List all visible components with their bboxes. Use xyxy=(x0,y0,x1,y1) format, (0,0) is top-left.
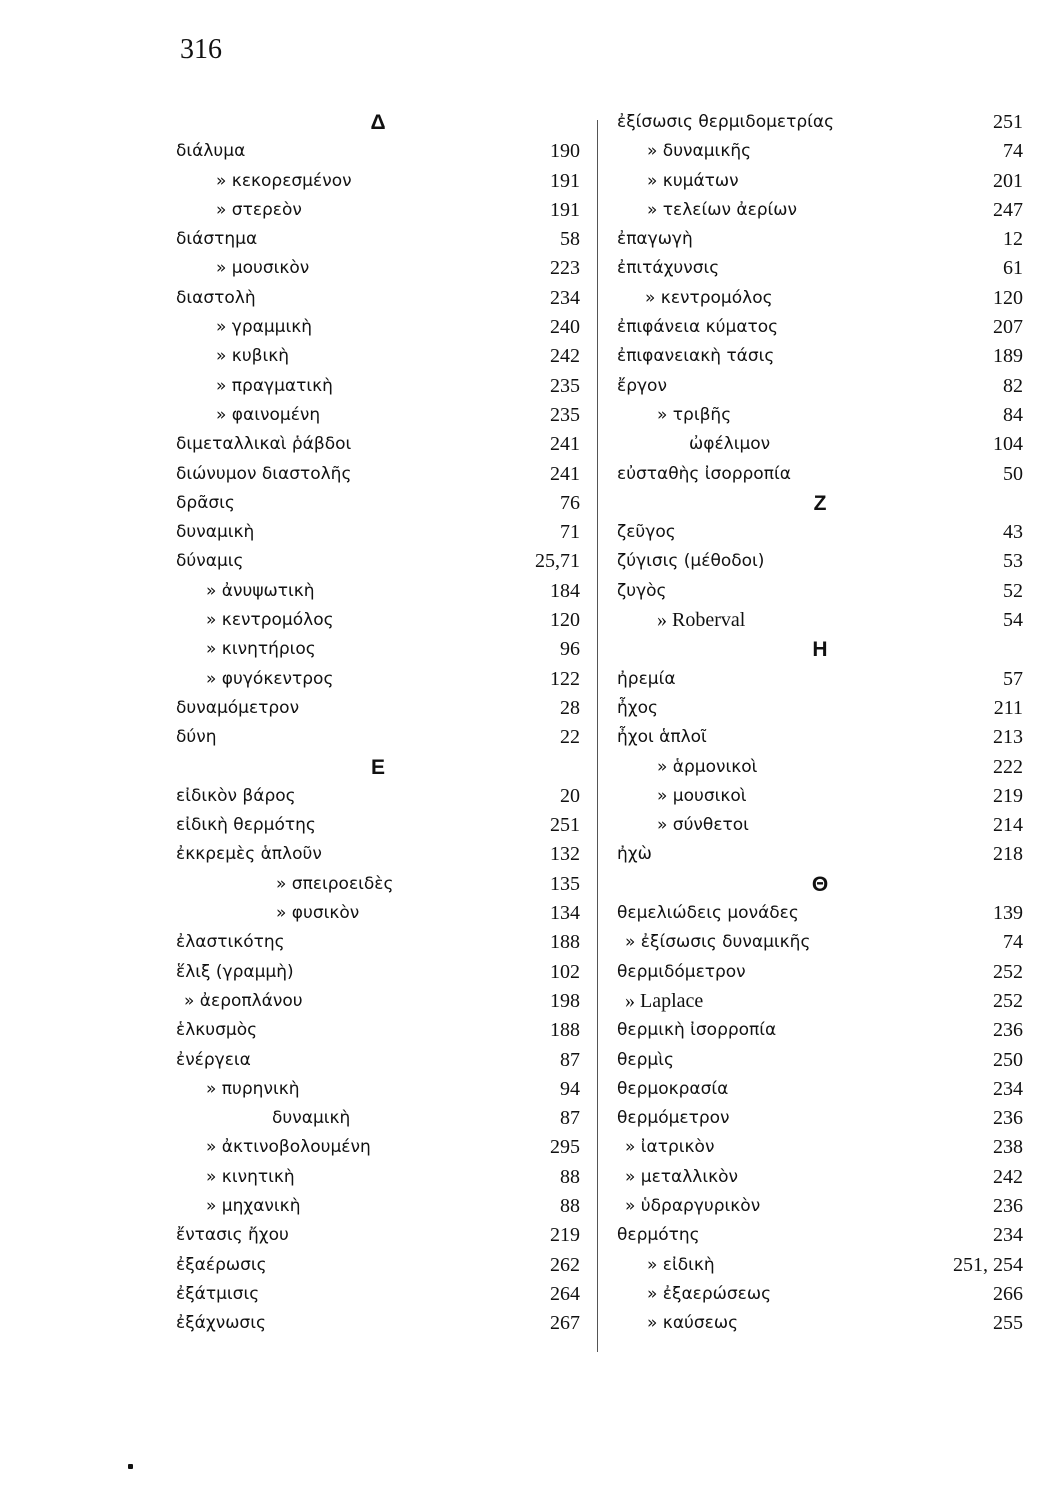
index-entry xyxy=(176,460,580,489)
index-entry xyxy=(176,1309,580,1338)
index-entry xyxy=(176,987,580,1016)
entry-term: ἐπιφανειακὴ τάσις xyxy=(617,346,775,367)
entry-page-ref: 76 xyxy=(560,491,580,514)
index-entry xyxy=(176,1280,580,1309)
index-entry xyxy=(617,1104,1023,1133)
entry-page-ref: 201 xyxy=(993,169,1023,192)
section-letter: Θ xyxy=(811,872,829,896)
entry-term: » Roberval xyxy=(657,609,746,632)
index-entry xyxy=(176,1163,580,1192)
entry-page-ref: 61 xyxy=(1003,257,1023,280)
entry-page-ref: 219 xyxy=(993,784,1023,807)
entry-term: ἐξάχνωσις xyxy=(176,1313,266,1334)
entry-page-ref: 135 xyxy=(550,872,580,895)
entry-page-ref: 28 xyxy=(560,696,580,719)
entry-page-ref: 57 xyxy=(1003,667,1023,690)
entry-term: ὠφέλιμον xyxy=(689,434,771,455)
entry-term: » πυρηνικὴ xyxy=(206,1078,300,1099)
index-entry xyxy=(617,1280,1023,1309)
entry-page-ref: 188 xyxy=(550,1019,580,1042)
entry-page-ref: 190 xyxy=(550,140,580,163)
entry-term: ἐξάτμισις xyxy=(176,1283,260,1304)
entry-term: θερμοκρασία xyxy=(617,1078,729,1099)
entry-page-ref: 251 xyxy=(550,814,580,837)
index-entry xyxy=(176,1046,580,1075)
entry-term: ἑλκυσμὸς xyxy=(176,1020,258,1041)
entry-term: θερμὶς xyxy=(617,1049,674,1070)
entry-page-ref: 240 xyxy=(550,316,580,339)
entry-term: » ἀεροπλάνου xyxy=(184,990,303,1011)
entry-page-ref: 74 xyxy=(1003,140,1023,163)
entry-term: » τελείων ἀερίων xyxy=(647,199,798,220)
entry-term: διμεταλλικαὶ ῥάβδοι xyxy=(176,434,352,455)
index-entry xyxy=(176,870,580,899)
entry-page-ref: 295 xyxy=(550,1136,580,1159)
entry-page-ref: 252 xyxy=(993,960,1023,983)
index-entry xyxy=(617,899,1023,928)
entry-term: » φυγόκεντρος xyxy=(206,668,334,689)
index-entry xyxy=(176,547,580,576)
entry-term: » ἀνυψωτικὴ xyxy=(206,580,315,601)
index-entry xyxy=(176,196,580,225)
print-speck xyxy=(128,1464,133,1469)
entry-term: ἐξίσωσις θερμιδομετρίας xyxy=(617,112,835,132)
entry-term: » κυβικὴ xyxy=(216,346,290,367)
entry-page-ref: 198 xyxy=(550,989,580,1012)
entry-term: ἕλιξ (γραμμὴ) xyxy=(176,961,294,982)
index-entry xyxy=(176,1104,580,1133)
entry-term: ἔργον xyxy=(617,375,667,396)
index-entry xyxy=(617,547,1023,576)
index-entry xyxy=(176,723,580,752)
entry-term: » μουσικὸν xyxy=(216,258,310,279)
index-entry xyxy=(176,284,580,313)
index-entry xyxy=(176,137,580,166)
entry-term: ζυγὸς xyxy=(617,580,667,601)
index-entry xyxy=(176,840,580,869)
entry-term: δυναμόμετρον xyxy=(176,697,300,718)
entry-page-ref: 25,71 xyxy=(535,550,580,573)
entry-term: » μηχανικὴ xyxy=(206,1195,301,1216)
index-entry xyxy=(176,577,580,606)
index-entry xyxy=(176,489,580,518)
index-entry xyxy=(617,1163,1023,1192)
index-entry xyxy=(617,1251,1023,1280)
index-entry xyxy=(617,313,1023,342)
entry-term: ἐξαέρωσις xyxy=(176,1254,267,1275)
index-entry xyxy=(617,606,1023,635)
index-entry xyxy=(617,840,1023,869)
entry-term: θερμικὴ ἰσορροπία xyxy=(617,1020,777,1041)
index-entry xyxy=(617,577,1023,606)
section-letter: Δ xyxy=(370,111,386,134)
entry-page-ref: 241 xyxy=(550,462,580,485)
entry-page-ref: 189 xyxy=(993,345,1023,368)
entry-term: » φαινομένη xyxy=(216,404,321,425)
index-entry xyxy=(617,137,1023,166)
index-entry xyxy=(176,1221,580,1250)
entry-term: διάλυμα xyxy=(176,141,246,162)
entry-term: ἐκκρεμὲς ἁπλοῦν xyxy=(176,844,322,865)
entry-page-ref: 120 xyxy=(993,286,1023,309)
entry-page-ref: 82 xyxy=(1003,374,1023,397)
entry-term: ἦχοι ἁπλοῖ xyxy=(617,727,707,748)
entry-page-ref: 52 xyxy=(1003,579,1023,602)
entry-term: » ὑδραργυρικὸν xyxy=(625,1195,761,1216)
index-entry xyxy=(176,401,580,430)
entry-term: » σύνθετοι xyxy=(657,815,749,836)
index-entry xyxy=(176,225,580,254)
index-entry xyxy=(617,196,1023,225)
index-entry xyxy=(617,430,1023,459)
entry-page-ref: 20 xyxy=(560,784,580,807)
entry-page-ref: 122 xyxy=(550,667,580,690)
entry-page-ref: 88 xyxy=(560,1165,580,1188)
entry-page-ref: 43 xyxy=(1003,521,1023,544)
entry-page-ref: 219 xyxy=(550,1224,580,1247)
index-entry xyxy=(617,167,1023,196)
entry-term: » μεταλλικὸν xyxy=(625,1166,739,1187)
entry-page-ref: 214 xyxy=(993,814,1023,837)
entry-term: » κινητικὴ xyxy=(206,1166,295,1187)
index-entry xyxy=(176,1075,580,1104)
entry-page-ref: 247 xyxy=(993,198,1023,221)
entry-term: » κεντρομόλος xyxy=(206,610,334,631)
index-entry xyxy=(176,342,580,371)
entry-term: εὐσταθὴς ἰσορροπία xyxy=(617,463,791,484)
index-entry xyxy=(617,372,1023,401)
entry-page-ref: 211 xyxy=(993,696,1023,719)
entry-term: » ἁρμονικοὶ xyxy=(657,756,758,777)
entry-page-ref: 236 xyxy=(993,1194,1023,1217)
entry-page-ref: 104 xyxy=(993,433,1023,456)
index-entry xyxy=(176,665,580,694)
entry-page-ref: 96 xyxy=(560,638,580,661)
entry-term: » εἰδικὴ xyxy=(647,1254,715,1275)
entry-term: θερμόμετρον xyxy=(617,1108,730,1129)
index-entry xyxy=(617,108,1023,137)
entry-page-ref: 242 xyxy=(550,345,580,368)
entry-page-ref: 88 xyxy=(560,1194,580,1217)
entry-term: δύνη xyxy=(176,727,217,748)
index-entry xyxy=(176,254,580,283)
index-entry xyxy=(617,723,1023,752)
index-entry xyxy=(617,1016,1023,1045)
entry-term: » φυσικὸν xyxy=(276,903,360,924)
index-entry xyxy=(617,958,1023,987)
index-entry xyxy=(176,372,580,401)
index-entry xyxy=(176,167,580,196)
index-entry xyxy=(617,460,1023,489)
entry-term: ἦχος xyxy=(617,697,658,718)
index-entry xyxy=(617,254,1023,283)
entry-term: ἔντασις ἤχου xyxy=(176,1225,289,1246)
entry-term: ἐπιφάνεια κύματος xyxy=(617,317,779,338)
entry-page-ref: 50 xyxy=(1003,462,1023,485)
entry-term: ἐπιτάχυνσις xyxy=(617,258,720,279)
entry-term: θερμιδόμετρον xyxy=(617,961,746,982)
index-entry xyxy=(176,899,580,928)
entry-term: » μουσικοὶ xyxy=(657,785,747,806)
index-entry xyxy=(617,753,1023,782)
entry-page-ref: 22 xyxy=(560,726,580,749)
entry-term: » τριβῆς xyxy=(657,404,732,425)
index-entry xyxy=(176,1251,580,1280)
entry-page-ref: 213 xyxy=(993,726,1023,749)
index-entry xyxy=(617,694,1023,723)
entry-page-ref: 132 xyxy=(550,843,580,866)
entry-page-ref: 264 xyxy=(550,1282,580,1305)
entry-term: » ἐξαερώσεως xyxy=(647,1283,772,1304)
entry-term: ἠρεμία xyxy=(617,668,676,689)
entry-page-ref: 71 xyxy=(560,521,580,544)
section-letter: Ζ xyxy=(813,491,827,515)
entry-term: ἐνέργεια xyxy=(176,1049,251,1070)
entry-term: » κεντρομόλος xyxy=(645,287,773,308)
index-column-left xyxy=(176,108,580,1338)
index-column-right xyxy=(617,108,1023,1338)
index-entry xyxy=(617,518,1023,547)
entry-term: » στερεὸν xyxy=(216,199,302,220)
entry-page-ref: 12 xyxy=(1003,228,1023,251)
index-entry xyxy=(176,1192,580,1221)
entry-page-ref: 87 xyxy=(560,1048,580,1071)
entry-page-ref: 235 xyxy=(550,403,580,426)
entry-term: θερμότης xyxy=(617,1225,700,1246)
entry-term: » κυμάτων xyxy=(647,170,739,191)
entry-term: » Laplace xyxy=(625,989,704,1012)
entry-term: » κεκορεσμένον xyxy=(216,170,352,191)
entry-term: δυναμικὴ xyxy=(176,522,255,543)
entry-page-ref: 236 xyxy=(993,1107,1023,1130)
entry-page-ref: 84 xyxy=(1003,403,1023,426)
entry-term: » ἀκτινοβολουμένη xyxy=(206,1137,371,1158)
entry-page-ref: 223 xyxy=(550,257,580,280)
index-entry xyxy=(617,1192,1023,1221)
entry-page-ref: 134 xyxy=(550,902,580,925)
entry-term: ζύγισις (μέθοδοι) xyxy=(617,551,765,572)
entry-term: » δυναμικῆς xyxy=(647,141,752,162)
entry-term: » καύσεως xyxy=(647,1313,739,1334)
column-divider xyxy=(597,120,598,1352)
index-entry xyxy=(617,1075,1023,1104)
index-entry xyxy=(176,928,580,957)
entry-page-ref: 234 xyxy=(550,286,580,309)
entry-page-ref: 58 xyxy=(560,228,580,251)
index-entry xyxy=(176,518,580,547)
entry-term: ζεῦγος xyxy=(617,522,676,543)
index-entry xyxy=(617,225,1023,254)
entry-term: διάστημα xyxy=(176,229,258,250)
index-entry xyxy=(617,928,1023,957)
entry-page-ref: 54 xyxy=(1003,609,1023,632)
index-entry xyxy=(176,694,580,723)
index-entry xyxy=(617,811,1023,840)
index-entry xyxy=(176,635,580,664)
entry-term: » γραμμικὴ xyxy=(216,317,313,338)
page-number: 316 xyxy=(180,34,222,65)
index-entry xyxy=(617,782,1023,811)
entry-term: εἰδικὸν βάρος xyxy=(176,785,296,806)
entry-term: ἐπαγωγὴ xyxy=(617,229,693,250)
section-letter: Ε xyxy=(370,755,385,779)
index-entry xyxy=(617,1221,1023,1250)
index-entry xyxy=(176,430,580,459)
entry-term: » κινητήριος xyxy=(206,639,316,660)
entry-term: » ἐξίσωσις δυναμικῆς xyxy=(625,932,811,953)
entry-page-ref: 120 xyxy=(550,609,580,632)
index-entry xyxy=(176,313,580,342)
index-entry xyxy=(176,811,580,840)
entry-page-ref: 236 xyxy=(993,1019,1023,1042)
entry-page-ref: 251, 254 xyxy=(953,1253,1023,1276)
index-entry xyxy=(176,782,580,811)
index-entry xyxy=(617,987,1023,1016)
entry-page-ref: 139 xyxy=(993,902,1023,925)
index-entry xyxy=(617,1133,1023,1162)
entry-term: δύναμις xyxy=(176,551,244,572)
index-entry xyxy=(617,665,1023,694)
entry-page-ref: 188 xyxy=(550,931,580,954)
entry-page-ref: 251 xyxy=(993,111,1023,133)
entry-term: διώνυμον διαστολῆς xyxy=(176,463,352,484)
index-entry xyxy=(617,1309,1023,1338)
index-entry xyxy=(176,1133,580,1162)
entry-term: εἰδικὴ θερμότης xyxy=(176,815,316,836)
entry-page-ref: 234 xyxy=(993,1077,1023,1100)
entry-page-ref: 53 xyxy=(1003,550,1023,573)
entry-term: ἠχὼ xyxy=(617,844,652,865)
entry-page-ref: 234 xyxy=(993,1224,1023,1247)
entry-term: θεμελιώδεις μονάδες xyxy=(617,903,799,924)
index-entry xyxy=(176,958,580,987)
entry-page-ref: 218 xyxy=(993,843,1023,866)
entry-page-ref: 241 xyxy=(550,433,580,456)
entry-term: ἐλαστικότης xyxy=(176,932,285,953)
entry-term: δρᾶσις xyxy=(176,492,235,513)
section-letter: Η xyxy=(812,638,828,662)
index-entry xyxy=(176,606,580,635)
entry-page-ref: 94 xyxy=(560,1077,580,1100)
entry-page-ref: 250 xyxy=(993,1048,1023,1071)
entry-page-ref: 87 xyxy=(560,1107,580,1130)
entry-page-ref: 191 xyxy=(550,198,580,221)
entry-page-ref: 267 xyxy=(550,1312,580,1335)
entry-page-ref: 252 xyxy=(993,989,1023,1012)
entry-page-ref: 255 xyxy=(993,1312,1023,1335)
entry-page-ref: 235 xyxy=(550,374,580,397)
entry-page-ref: 207 xyxy=(993,316,1023,339)
entry-page-ref: 242 xyxy=(993,1165,1023,1188)
entry-page-ref: 222 xyxy=(993,755,1023,778)
index-entry xyxy=(617,342,1023,371)
index-entry xyxy=(617,284,1023,313)
entry-term: » ἰατρικὸν xyxy=(625,1137,715,1158)
entry-term: » σπειροειδὲς xyxy=(276,873,394,894)
index-entry xyxy=(617,1046,1023,1075)
index-entry xyxy=(176,1016,580,1045)
index-entry xyxy=(617,401,1023,430)
entry-term: δυναμικὴ xyxy=(272,1108,351,1129)
entry-term: διαστολὴ xyxy=(176,287,256,308)
entry-page-ref: 74 xyxy=(1003,931,1023,954)
entry-page-ref: 238 xyxy=(993,1136,1023,1159)
entry-page-ref: 266 xyxy=(993,1282,1023,1305)
entry-page-ref: 262 xyxy=(550,1253,580,1276)
entry-page-ref: 191 xyxy=(550,169,580,192)
entry-term: » πραγματικὴ xyxy=(216,375,333,396)
entry-page-ref: 102 xyxy=(550,960,580,983)
entry-page-ref: 184 xyxy=(550,579,580,602)
